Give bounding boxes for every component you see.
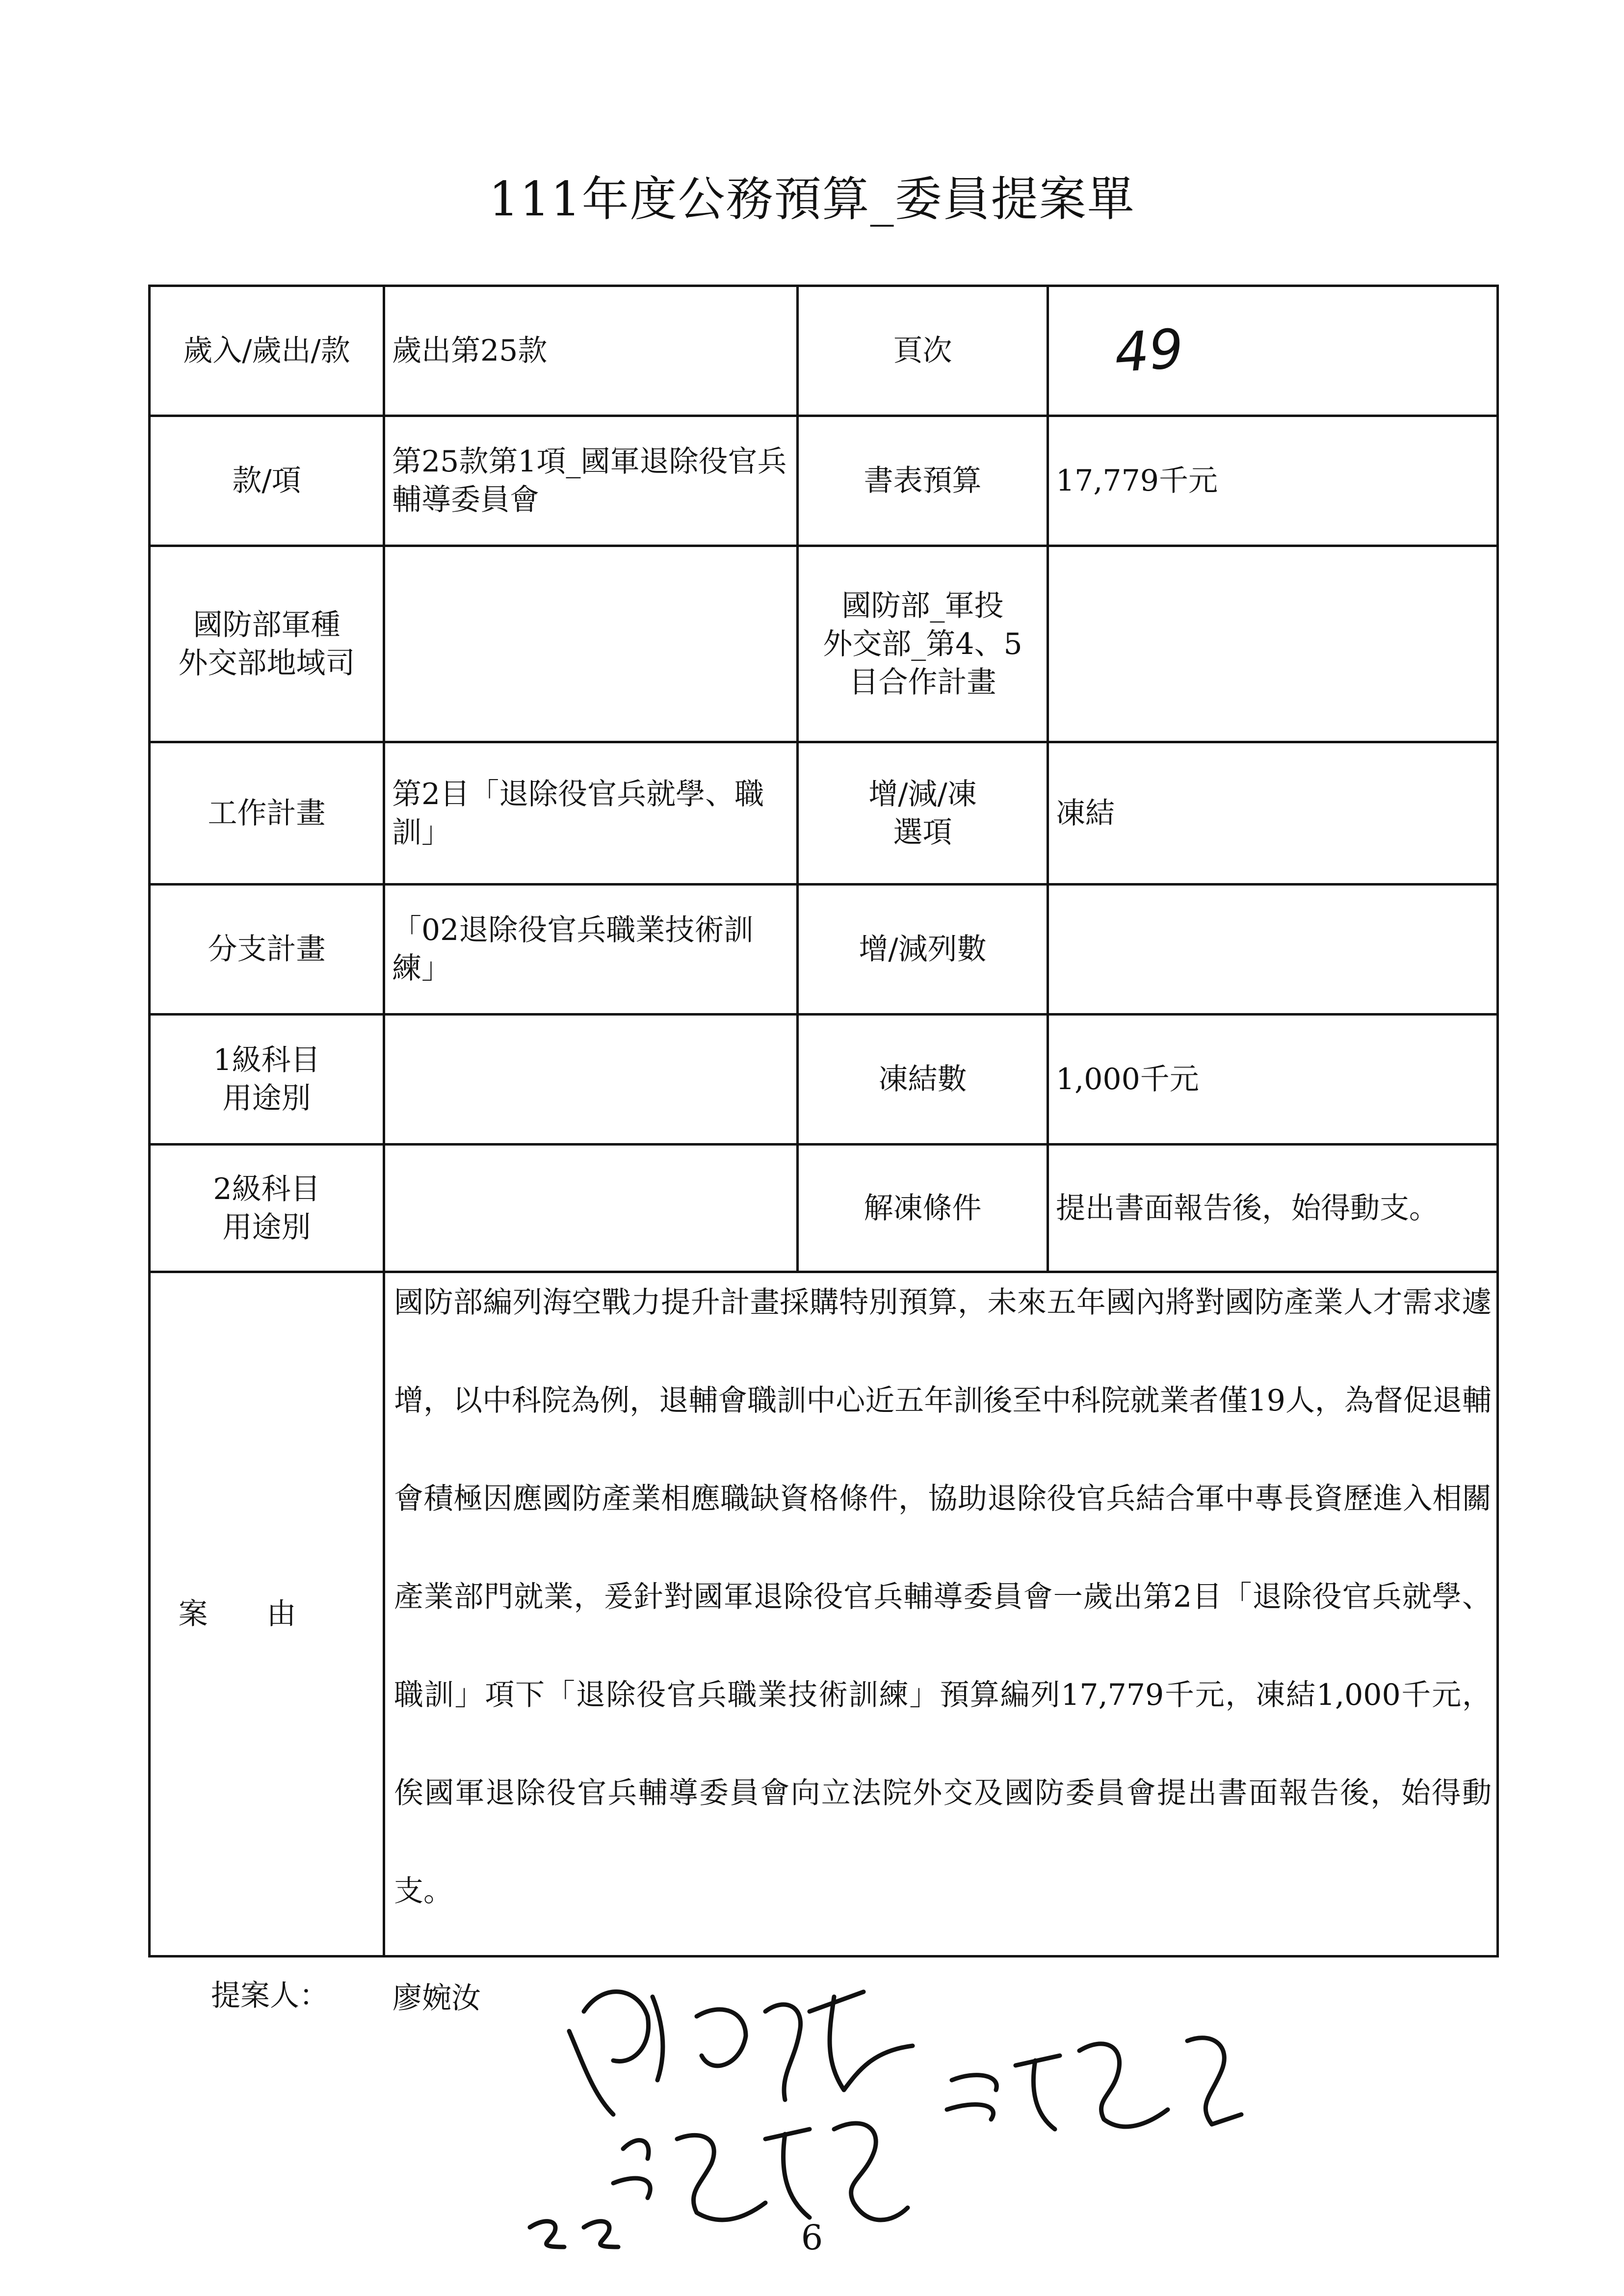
field-value bbox=[384, 1145, 798, 1272]
form-row bbox=[150, 416, 1498, 546]
field-label: 外交部地域司 bbox=[178, 646, 355, 680]
proposal-form-table bbox=[148, 285, 1499, 1957]
field-label: 選項 bbox=[893, 815, 952, 850]
field-value bbox=[384, 546, 798, 742]
field-label: 用途別 bbox=[222, 1081, 311, 1116]
field-value bbox=[384, 1015, 798, 1145]
signature-stroke bbox=[810, 1992, 913, 2090]
signature-stroke bbox=[677, 2135, 765, 2220]
reason-cell bbox=[384, 1272, 1498, 1957]
signature-stroke bbox=[947, 2075, 996, 2119]
field-label-cell bbox=[150, 1145, 384, 1272]
field-value: 17,779千元 bbox=[1048, 416, 1498, 546]
field-label-cell bbox=[798, 546, 1048, 742]
signature-stroke bbox=[1187, 2038, 1241, 2124]
signature-stroke bbox=[569, 2031, 613, 2114]
field-label-cell bbox=[150, 1015, 384, 1145]
field-label: 款/項 bbox=[150, 416, 384, 546]
signature-stroke bbox=[613, 2140, 650, 2198]
field-value: 第2目「退除役官兵就學、職訓」 bbox=[384, 742, 798, 885]
field-label: 2級科目 bbox=[213, 1172, 320, 1206]
signature-stroke bbox=[653, 1997, 663, 2080]
field-label: 頁次 bbox=[798, 286, 1048, 416]
reason-text: 國防部編列海空戰力提升計畫採購特別預算，未來五年國內將對國防產業人才需求遽增，以中科院為例，退輔會職訓中心近五年訓後至中科院就業者僅19人，為督促退輔會積極因應國防產業相應職缺資格條件，協助退除役官兵結合軍中專長資歷進入相關產業部門就業，爰針對國軍退除役官兵輔導委員會一歲出第2目「退除役官兵就學、職訓」項下「退除役官兵職業技術訓練」預算編列17,779千元，凍結1,000千元，俟國軍退除役官兵輔導委員會向立法院外交及國防委員會提出書面報告後，始得動支。 bbox=[394, 1285, 1492, 1908]
form-row bbox=[150, 742, 1498, 885]
form-row bbox=[150, 1272, 1498, 1957]
handwritten-signatures bbox=[491, 1953, 1325, 2257]
field-label: 解凍條件 bbox=[798, 1145, 1048, 1272]
handwritten-page-ref: 49 bbox=[1112, 316, 1186, 385]
proposer-name: 廖婉汝 bbox=[393, 1981, 481, 2015]
field-label: 國防部_軍投 bbox=[841, 588, 1004, 623]
field-value: 第25款第1項_國軍退除役官兵輔導委員會 bbox=[384, 416, 798, 546]
field-value: 凍結 bbox=[1048, 742, 1498, 885]
field-label: 外交部_第4、5 bbox=[823, 626, 1022, 661]
field-label: 增/減/凍 bbox=[868, 777, 977, 811]
signature-stroke bbox=[697, 2009, 746, 2066]
field-label: 工作計畫 bbox=[150, 742, 384, 885]
document-title: 111年度公務預算_委員提案單 bbox=[489, 172, 1135, 227]
field-label-cell bbox=[798, 742, 1048, 885]
signature-stroke bbox=[1079, 2044, 1168, 2127]
proposer-label: 提案人： bbox=[211, 1979, 329, 2013]
form-row bbox=[150, 286, 1498, 416]
page-ref-cell bbox=[1048, 286, 1498, 416]
field-value bbox=[1048, 885, 1498, 1015]
field-value: 「02退除役官兵職業技術訓練」 bbox=[384, 885, 798, 1015]
signature-stroke bbox=[1016, 2056, 1060, 2129]
field-label: 1級科目 bbox=[213, 1043, 320, 1077]
page-number: 6 bbox=[801, 2218, 823, 2258]
field-label: 凍結數 bbox=[798, 1015, 1048, 1145]
signature-stroke bbox=[765, 2129, 810, 2218]
form-row bbox=[150, 546, 1498, 742]
field-label: 分支計畫 bbox=[150, 885, 384, 1015]
field-label: 國防部軍種 bbox=[193, 607, 341, 642]
reason-label: 案由 bbox=[150, 1272, 384, 1957]
signature-stroke bbox=[834, 2123, 908, 2220]
field-label: 書表預算 bbox=[798, 416, 1048, 546]
form-row bbox=[150, 885, 1498, 1015]
field-label: 用途別 bbox=[222, 1210, 311, 1245]
form-row bbox=[150, 1145, 1498, 1272]
field-label: 目合作計畫 bbox=[849, 665, 996, 700]
field-label: 歲入/歲出/款 bbox=[150, 286, 384, 416]
form-row bbox=[150, 1015, 1498, 1145]
field-value: 歲出第25款 bbox=[384, 286, 798, 416]
field-label: 增/減列數 bbox=[798, 885, 1048, 1015]
field-value: 提出書面報告後，始得動支。 bbox=[1048, 1145, 1498, 1272]
field-label-cell bbox=[150, 546, 384, 742]
signature-stroke bbox=[584, 1992, 649, 2061]
signature-strokes bbox=[530, 1992, 1241, 2247]
signature-stroke bbox=[765, 2005, 801, 2100]
field-value bbox=[1048, 546, 1498, 742]
field-value: 1,000千元 bbox=[1048, 1015, 1498, 1145]
